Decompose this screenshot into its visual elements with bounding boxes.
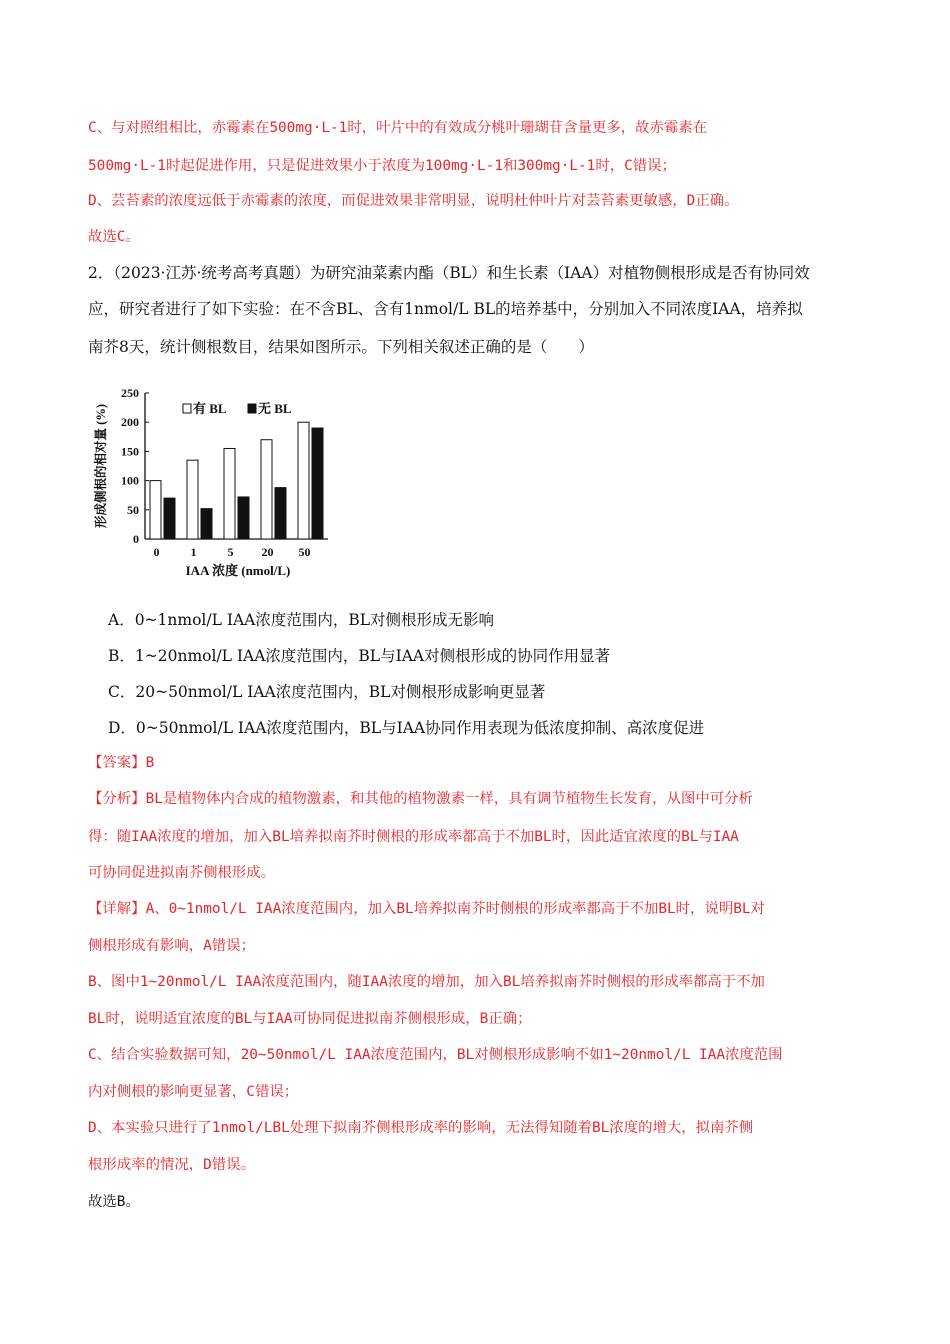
y-tick-label: 50	[127, 502, 139, 517]
x-tick-label: 20	[261, 545, 274, 559]
detail-line7: D、本实验只进行了1nmol/LBL处理下拟南芥侧根形成率的影响，无法得知随着BL浓度的增大，拟南芥侧	[88, 1120, 754, 1136]
prev-explanation-c-line1: C、与对照组相比，赤霉素在500mg·L-1时，叶片中的有效成分桃叶珊瑚苷含量更多，故赤霉素在	[88, 120, 708, 136]
y-tick-label: 250	[121, 386, 139, 400]
bar-without-bl	[164, 498, 175, 539]
bar-chart	[88, 382, 338, 582]
bar-without-bl	[312, 428, 323, 539]
option-a: A．0~1nmol/L IAA浓度范围内，BL对侧根形成无影响	[108, 611, 495, 629]
detail-line6: 内对侧根的影响更显著，C错误；	[88, 1084, 299, 1100]
option-b: B．1~20nmol/L IAA浓度范围内，BL与IAA对侧根形成的协同作用显著	[108, 647, 611, 665]
chart-bars	[150, 422, 323, 539]
prev-explanation-d: D、芸苔素的浓度远低于赤霉素的浓度，而促进效果非常明显，说明杜仲叶片对芸苔素更敏感，D正确。	[88, 193, 739, 209]
bar-with-bl	[224, 448, 235, 539]
chart-labels	[93, 386, 311, 578]
detail-line1: 【详解】A、0~1nmol/L IAA浓度范围内，加入BL培养拟南芥时侧根的形成率都高于不加BL时，说明BL对	[88, 901, 765, 917]
legend-swatch-with-bl	[183, 404, 191, 413]
question-2-line3: 南芥8天，统计侧根数目，结果如图所示。下列相关叙述正确的是（ ）	[88, 338, 594, 356]
option-d: D．0~50nmol/L IAA浓度范围内，BL与IAA协同作用表现为低浓度抑制、高浓度促进	[108, 719, 705, 737]
bar-with-bl	[150, 481, 161, 539]
answer-select: 故选B。	[88, 1194, 140, 1210]
analysis-line1: 【分析】BL是植物体内合成的植物激素，和其他的植物激素一样，具有调节植物生长发育，从图中可分析	[88, 791, 753, 807]
legend-swatch-without-bl	[248, 404, 256, 413]
y-tick-label: 150	[121, 444, 139, 459]
legend-label-without-bl: 无 BL	[258, 401, 292, 416]
y-axis-label: 形成侧根的相对量 (%)	[94, 404, 108, 528]
detail-line5: C、结合实验数据可知，20~50nmol/L IAA浓度范围内，BL对侧根形成影响不如1~20nmol/L IAA浓度范围	[88, 1047, 783, 1063]
bar-without-bl	[201, 509, 212, 539]
question-2-line1: 2．（2023·江苏·统考高考真题）为研究油菜素内酯（BL）和生长素（IAA）对植物侧根形成是否有协同效	[88, 264, 810, 282]
prev-answer-select: 故选C。	[88, 229, 140, 245]
prev-explanation-c-line2: 500mg·L-1时起促进作用，只是促进效果小于浓度为100mg·L-1和300mg·L-1时，C错误；	[88, 158, 676, 174]
analysis-line2: 得：随IAA浓度的增加，加入BL培养拟南芥时侧根的形成率都高于不加BL时，因此适宜浓度的BL与IAA	[88, 829, 739, 845]
x-axis-label: IAA 浓度 (nmol/L)	[185, 563, 291, 578]
bar-with-bl	[261, 440, 272, 539]
question-2-line2: 应，研究者进行了如下实验：在不含BL、含有1nmol/L BL的培养基中，分别加入不同浓度IAA，培养拟	[88, 300, 803, 318]
x-tick-label: 50	[298, 545, 311, 559]
y-tick-label: 0	[133, 532, 139, 546]
bar-without-bl	[275, 488, 286, 539]
detail-line8: 根形成率的情况，D错误。	[88, 1157, 255, 1173]
x-tick-label: 5	[227, 545, 234, 559]
legend-label-with-bl: 有 BL	[193, 401, 227, 416]
y-tick-label: 200	[121, 415, 139, 430]
detail-line3: B、图中1~20nmol/L IAA浓度范围内，随IAA浓度的增加，加入BL培养拟南芥时侧根的形成率都高于不加	[88, 974, 765, 990]
answer-label: 【答案】B	[88, 755, 155, 771]
x-tick-label: 0	[153, 545, 160, 559]
bar-with-bl	[298, 422, 309, 539]
y-tick-label: 100	[121, 473, 139, 488]
x-tick-label: 1	[190, 545, 197, 559]
option-c: C．20~50nmol/L IAA浓度范围内，BL对侧根形成影响更显著	[108, 683, 546, 701]
bar-without-bl	[238, 497, 249, 539]
detail-line4: BL时，说明适宜浓度的BL与IAA可协同促进拟南芥侧根形成，B正确；	[88, 1011, 532, 1027]
analysis-line3: 可协同促进拟南芥侧根形成。	[88, 865, 276, 881]
bar-with-bl	[187, 460, 198, 539]
detail-line2: 侧根形成有影响，A错误；	[88, 938, 255, 954]
